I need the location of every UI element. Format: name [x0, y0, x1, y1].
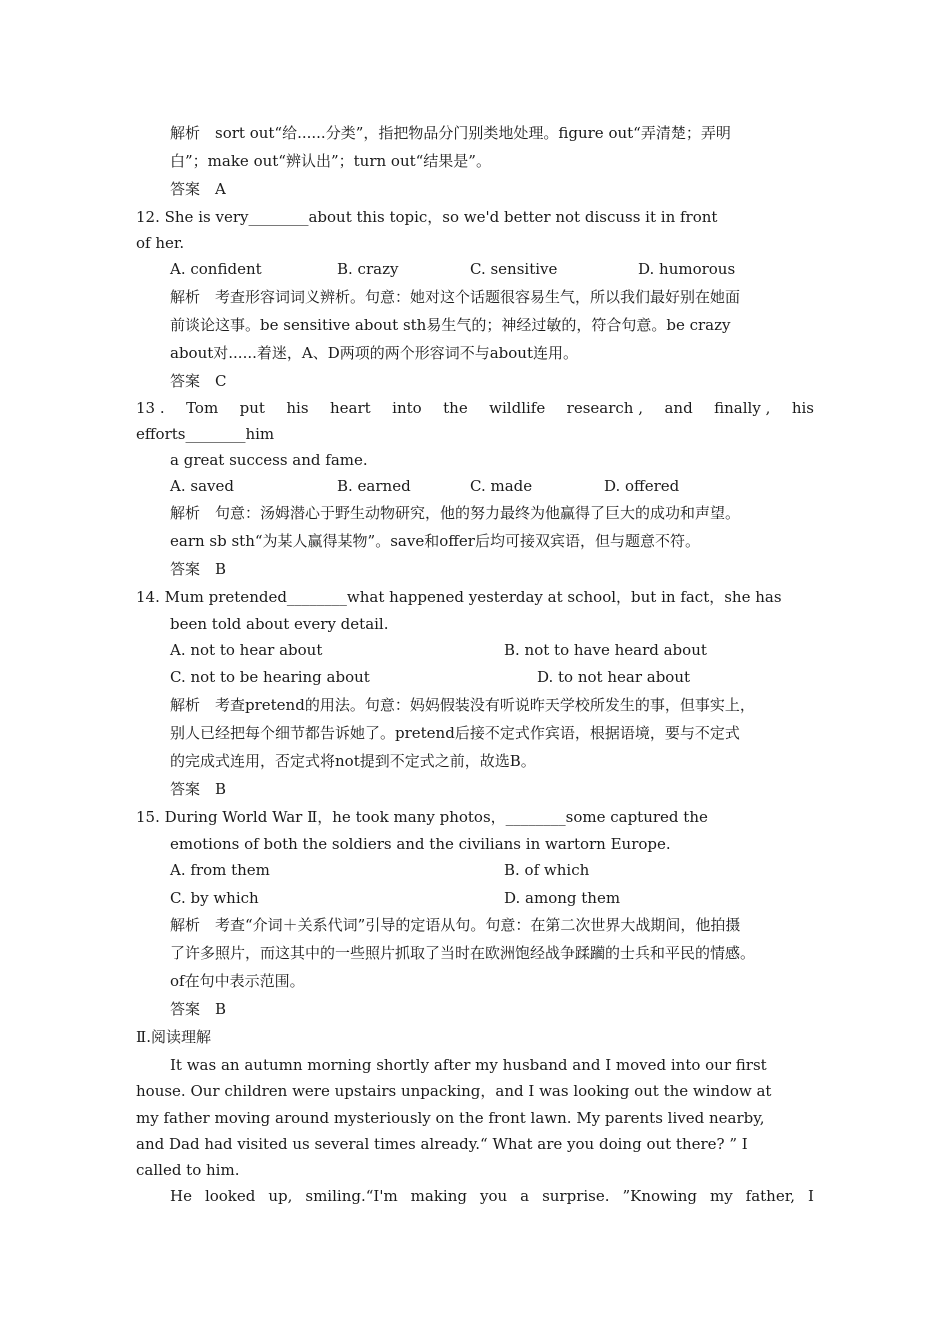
option-a: A. saved	[170, 477, 234, 495]
passage-line: and Dad had visited us several times already.“ What are you doing out there? ” I	[136, 1135, 748, 1153]
option-a: A. confident	[170, 260, 262, 278]
question-15-stem: emotions of both the soldiers and the civilians in wartorn Europe.	[170, 835, 671, 853]
word: looked	[204, 1187, 256, 1205]
word: research ,	[566, 399, 644, 417]
option-b: B. crazy	[337, 260, 399, 278]
word: and	[664, 399, 693, 417]
word: I	[808, 1187, 814, 1205]
answer-line: 答案 B	[170, 780, 227, 798]
analysis-line: 解析 考查形容词词义辨析。句意：她对这个话题很容易生气，所以我们最好别在她面	[170, 288, 741, 306]
option-d: D. among them	[504, 889, 621, 907]
option-c: C. made	[470, 477, 533, 495]
passage-line	[170, 1186, 814, 1206]
section-heading: Ⅱ.阅读理解	[136, 1028, 211, 1046]
passage-line: called to him.	[136, 1161, 240, 1179]
analysis-line: 别人已经把每个细节都告诉她了。pretend后接不定式作宾语，根据语境，要与不定式	[170, 724, 740, 742]
passage-line: It was an autumn morning shortly after my husband and I moved into our first	[170, 1056, 767, 1074]
analysis-line: 了许多照片，而这其中的一些照片抓取了当时在欧洲饱经战争蹂躏的士兵和平民的情感。	[170, 944, 756, 962]
passage-line: house. Our children were upstairs unpacking，and I was looking out the window at	[136, 1082, 772, 1100]
option-d: D. humorous	[638, 260, 736, 278]
word: He	[170, 1187, 192, 1205]
option-a: A. from them	[170, 861, 270, 879]
option-b: B. of which	[504, 861, 590, 879]
word: his	[791, 399, 814, 417]
option-d: D. offered	[604, 477, 680, 495]
option-a: A. not to hear about	[170, 641, 323, 659]
question-15-stem: 15. During World War Ⅱ，he took many photos，________some captured the	[136, 808, 708, 826]
word: put	[239, 399, 265, 417]
answer-line: 答案 C	[170, 372, 227, 390]
word: the	[443, 399, 468, 417]
option-c: C. not to be hearing about	[170, 668, 370, 686]
word: smiling.“I'm	[305, 1187, 398, 1205]
option-c: C. by which	[170, 889, 259, 907]
answer-line: 答案 A	[170, 180, 226, 198]
question-13-stem: efforts________him	[136, 425, 275, 443]
question-14-stem: 14. Mum pretended________what happened yesterday at school，but in fact，she has	[136, 588, 782, 606]
word: up,	[268, 1187, 293, 1205]
analysis-line: earn sb sth“为某人赢得某物”。save和offer后均可接双宾语，但与题意不符。	[170, 532, 700, 550]
analysis-line: 白”；make out“辨认出”；turn out“结果是”。	[170, 152, 491, 170]
word: surprise.	[542, 1187, 610, 1205]
word: wildlife	[489, 399, 546, 417]
word: ”Knowing	[622, 1187, 697, 1205]
word: making	[410, 1187, 467, 1205]
option-b: B. earned	[337, 477, 411, 495]
analysis-line: 解析 sort out“给......分类”，指把物品分门别类地处理。figure out“弄清楚；弄明	[170, 124, 731, 142]
option-c: C. sensitive	[470, 260, 558, 278]
word: heart	[330, 399, 371, 417]
word: a	[520, 1187, 530, 1205]
word: 13 .	[136, 399, 165, 417]
answer-line: 答案 B	[170, 560, 227, 578]
answer-line: 答案 B	[170, 1000, 227, 1018]
word: father,	[745, 1187, 796, 1205]
option-d: D. to not hear about	[537, 668, 691, 686]
analysis-line: 的完成式连用，否定式将not提到不定式之前，故选B。	[170, 752, 536, 770]
option-b: B. not to have heard about	[504, 641, 707, 659]
question-13-stem	[136, 398, 814, 418]
word: into	[392, 399, 422, 417]
word: my	[709, 1187, 733, 1205]
analysis-line: 前谈论这事。be sensitive about sth易生气的；神经过敏的，符合句意。be crazy	[170, 316, 731, 334]
word: Tom	[186, 399, 219, 417]
question-13-stem: a great success and fame.	[170, 451, 368, 469]
word: you	[479, 1187, 508, 1205]
question-14-stem: been told about every detail.	[170, 615, 389, 633]
analysis-line: 解析 考查“介词＋关系代词”引导的定语从句。句意：在第二次世界大战期间，他拍摄	[170, 916, 741, 934]
word: finally ,	[714, 399, 771, 417]
analysis-line: about对......着迷，A、D两项的两个形容词不与about连用。	[170, 344, 578, 362]
question-12-stem: of her.	[136, 234, 185, 252]
question-12-stem: 12. She is very________about this topic，so we'd better not discuss it in front	[136, 208, 718, 226]
analysis-line: of在句中表示范围。	[170, 972, 305, 990]
word: his	[286, 399, 309, 417]
analysis-line: 解析 句意：汤姆潜心于野生动物研究，他的努力最终为他赢得了巨大的成功和声望。	[170, 504, 741, 522]
analysis-line: 解析 考查pretend的用法。句意：妈妈假装没有听说昨天学校所发生的事，但事实上，	[170, 696, 755, 714]
passage-line: my father moving around mysteriously on the front lawn. My parents lived nearby,	[136, 1109, 765, 1127]
